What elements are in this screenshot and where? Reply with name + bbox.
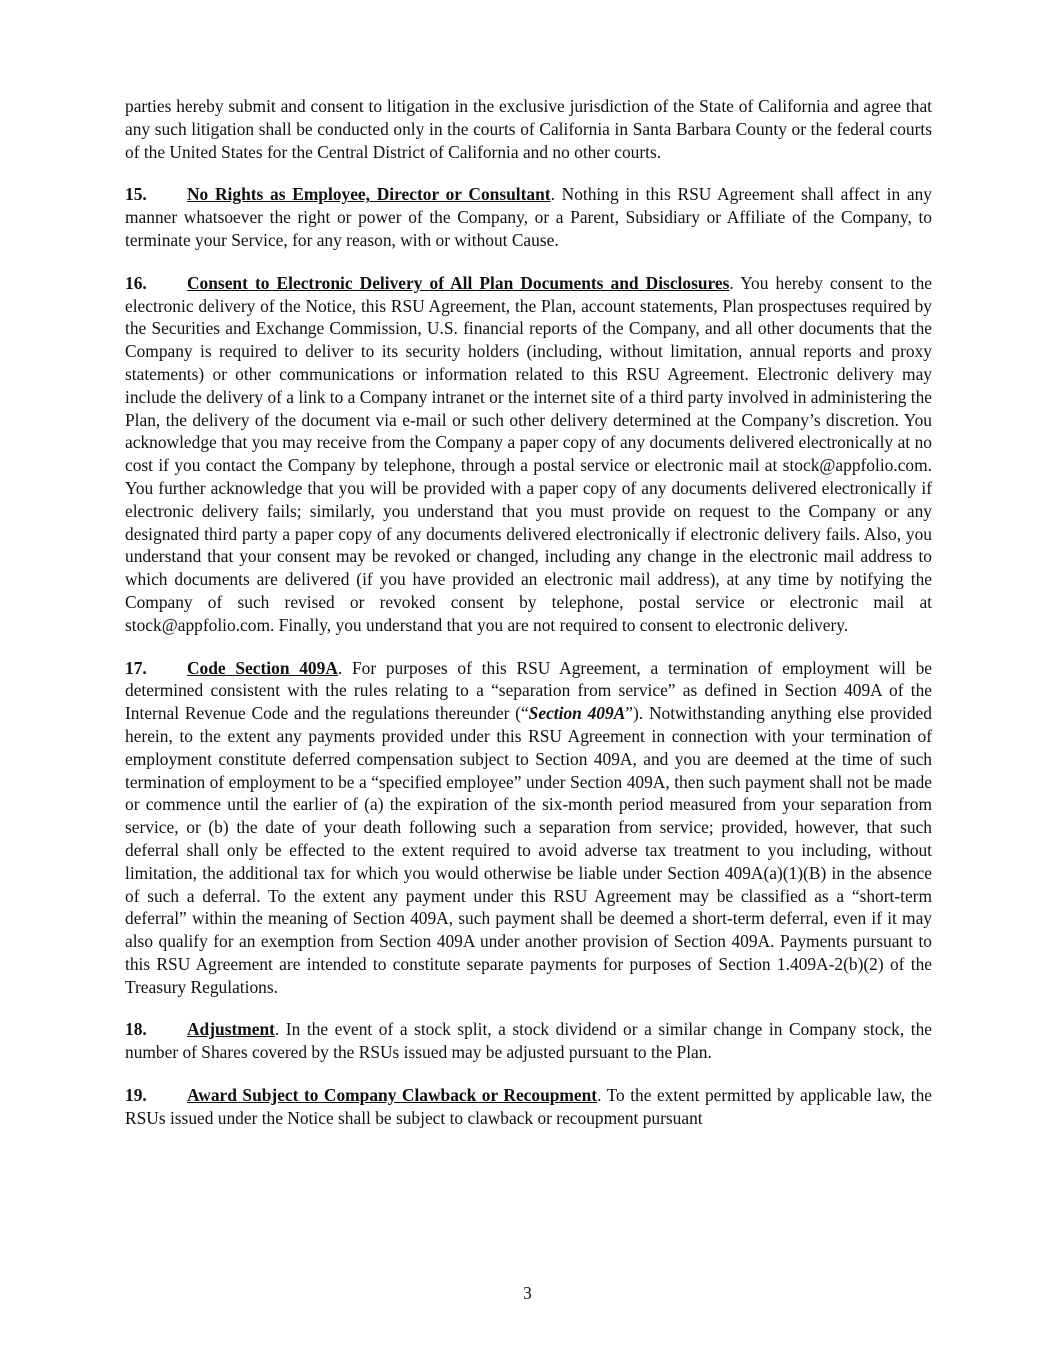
section-16-body: . You hereby consent to the electronic delivery of the Notice, this RSU Agreement, the Plan, account statements, Plan prospectuses required by the Securities and Exchange Commission, U.S. financial reports of the Company, and all other documents that the Company is required to deliver to its security holders (including, without limitation, annual reports and proxy statements) or other communications or information related to this RSU Agreement. Electronic delivery may include the delivery of a link to a Company intranet or the internet site of a third party involved in administering the Plan, the delivery of the document via e-mail or such other delivery determined at the Company’s discretion. You acknowledge that you may receive from the Company a paper copy of any documents delivered electronically at no cost if you contact the Company by telephone, through a postal service or electronic mail at stock@appfolio.com. You further acknowledge that you will be provided with a paper copy of any documents delivered electronically if electronic delivery fails; similarly, you understand that you must provide on request to the Company or any designated third party a paper copy of any documents delivered electronically if electronic delivery fails. Also, you understand that your consent may be revoked or changed, including any change in the electronic mail address to which documents are delivered (if you have provided an electronic mail address), at any time by notifying the Company of such revised or revoked consent by telephone, postal service or electronic mail at stock@appfolio.com. Finally, you understand that you are not required to consent to electronic delivery.: [125, 272, 933, 635]
section-17-body-after: ”). Notwithstanding anything else provided herein, to the extent any payments provided under this RSU Agreement in connection with your termination of employment constitute deferred compensation subject to Section 409A, and you are deemed at the time of such termination of employment to be a “specified employee” under Section 409A, then such payment shall not be made or commence until the earlier of (a) the expiration of the six-month period measured from your separation from service, or (b) the date of your death following such a separation from service; provided, however, that such deferral shall only be effected to the extent required to avoid adverse tax treatment to you including, without limitation, the additional tax for which you would otherwise be liable under Section 409A(a)(1)(B) in the absence of such a deferral. To the extent any payment under this RSU Agreement may be classified as a “short-term deferral” within the meaning of Section 409A, such payment shall be deemed a short-term deferral, even if it may also qualify for an exemption from Section 409A under another provision of Section 409A. Payments pursuant to this RSU Agreement are intended to constitute separate payments for purposes of Section 1.409A-2(b)(2) of the Treasury Regulations.: [125, 703, 932, 997]
section-19-number: 19.: [125, 1085, 147, 1106]
section-17-heading: Code Section 409A: [187, 657, 338, 678]
intro-paragraph: parties hereby submit and consent to litigation in the exclusive jurisdiction of the State of California and agree that any such litigation shall be conducted only in the courts of California in Santa Barbara County or the federal courts of the United States for the Central District of California and no other courts.: [125, 96, 932, 162]
section-19: [125, 1084, 932, 1130]
section-17: [125, 657, 932, 999]
section-15-body: . Nothing in this RSU Agreement shall affect in any manner whatsoever the right or power of the Company, or a Parent, Subsidiary or Affiliate of the Company, to terminate your Service, for any reason, with or without Cause.: [125, 184, 933, 250]
section-18: [125, 1018, 932, 1064]
section-16: [125, 272, 932, 637]
section-19-body: . To the extent permitted by applicable law, the RSUs issued under the Notice shall be subject to clawback or recoupment pursuant: [125, 1085, 932, 1128]
section-18-body: . In the event of a stock split, a stock dividend or a similar change in Company stock, the number of Shares covered by the RSUs issued may be adjusted pursuant to the Plan.: [125, 1019, 932, 1063]
section-15: [125, 183, 932, 251]
section-17-number: 17.: [125, 657, 147, 678]
section-17-defined-term: Section 409A: [528, 703, 626, 724]
section-18-heading: Adjustment: [187, 1019, 275, 1040]
section-17-body-before: . For purposes of this RSU Agreement, a termination of employment will be determined consistent with the rules relating to a “separation from service” as defined in Section 409A of the Internal Revenue Code and the regulations thereunder (“: [125, 657, 932, 724]
document-page: [125, 95, 932, 1130]
section-15-heading: No Rights as Employee, Director or Consultant: [187, 184, 551, 205]
section-18-number: 18.: [125, 1019, 147, 1040]
section-19-heading: Award Subject to Company Clawback or Recoupment: [187, 1085, 598, 1106]
section-15-number: 15.: [125, 184, 147, 205]
section-16-number: 16.: [125, 272, 147, 293]
section-16-heading: Consent to Electronic Delivery of All Plan Documents and Disclosures: [187, 272, 730, 293]
page-number: 3: [523, 1283, 532, 1303]
